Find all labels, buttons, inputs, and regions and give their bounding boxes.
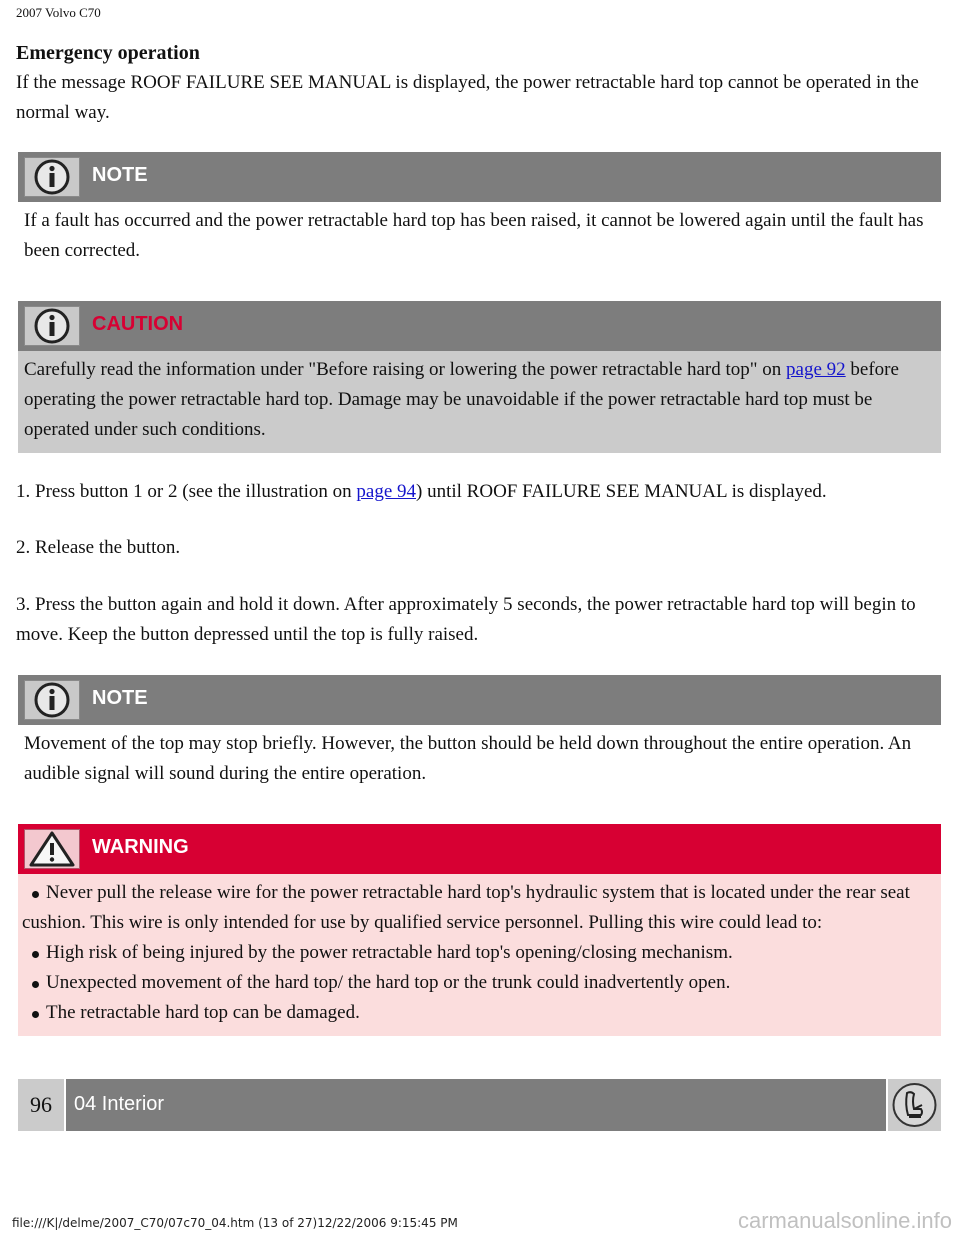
caution-text-after: before operating the power retractable hard top. Damage may be unavoidable if the power retractable hard top must be operated under such conditions. bbox=[24, 359, 899, 440]
step-1 bbox=[16, 477, 946, 507]
note-text: If a fault has occurred and the power retractable hard top has been raised, it cannot be lowered again until the fault has been corrected. bbox=[24, 210, 924, 261]
bullet-icon bbox=[32, 1011, 39, 1018]
caution-box bbox=[18, 301, 941, 453]
chapter-title: 04 Interior bbox=[66, 1079, 886, 1131]
page-92-link[interactable]: page 92 bbox=[786, 359, 846, 380]
warning-label: WARNING bbox=[92, 836, 189, 858]
footer-bar bbox=[18, 1079, 941, 1131]
note-label: NOTE bbox=[92, 164, 148, 186]
caution-header bbox=[18, 301, 941, 351]
intro-text: If the message ROOF FAILURE SEE MANUAL is displayed, the power retractable hard top cannot be operated in the normal way. bbox=[16, 72, 919, 123]
warning-list bbox=[18, 874, 941, 1036]
note-text-2: Movement of the top may stop briefly. However, the button should be held down throughout the entire operation. An audible signal will sound during the entire operation. bbox=[24, 733, 912, 784]
caution-text-before: Carefully read the information under "Before raising or lowering the power retractable hard top" on bbox=[24, 359, 787, 380]
step-2: 2. Release the button. bbox=[16, 537, 181, 558]
file-path: file:///K|/delme/2007_C70/07c70_04.htm (13 of 27)12/22/2006 9:15:45 PM bbox=[12, 1216, 458, 1230]
note-box bbox=[18, 152, 941, 274]
seat-icon bbox=[888, 1079, 941, 1131]
page-94-link[interactable]: page 94 bbox=[356, 481, 417, 502]
warning-item: Never pull the release wire for the power retractable hard top's hydraulic system that is located under the rear seat cushion. This wire is only intended for use by qualified service personnel. Pulling this wire could lead to: bbox=[22, 882, 910, 933]
note-box-2 bbox=[18, 675, 941, 797]
section-heading: Emergency operation bbox=[16, 42, 200, 64]
watermark: carmanualsonline.info bbox=[737, 1208, 952, 1233]
note-header bbox=[18, 152, 941, 202]
warning-item: Unexpected movement of the hard top/ the hard top or the trunk could inadvertently open. bbox=[22, 968, 929, 998]
bullet-icon bbox=[32, 951, 39, 958]
warning-box bbox=[18, 824, 941, 1036]
warning-item: The retractable hard top can be damaged. bbox=[22, 998, 929, 1028]
warning-triangle-icon bbox=[24, 829, 80, 869]
warning-item: High risk of being injured by the power retractable hard top's opening/closing mechanism. bbox=[22, 938, 929, 968]
doc-title: 2007 Volvo C70 bbox=[16, 5, 101, 20]
note-header-2 bbox=[18, 675, 941, 725]
info-icon bbox=[24, 306, 80, 346]
step-3: 3. Press the button again and hold it down. After approximately 5 seconds, the power retractable hard top will begin to move. Keep the button depressed until the top is fully raised. bbox=[16, 594, 916, 645]
page-number: 96 bbox=[18, 1079, 64, 1131]
info-icon bbox=[24, 157, 80, 197]
note-label-2: NOTE bbox=[92, 687, 148, 709]
info-icon bbox=[24, 680, 80, 720]
bullet-icon bbox=[32, 981, 39, 988]
step-1-before: 1. Press button 1 or 2 (see the illustration on bbox=[16, 481, 357, 502]
caution-label: CAUTION bbox=[92, 313, 184, 335]
bullet-icon bbox=[32, 891, 39, 898]
caution-text bbox=[18, 351, 941, 453]
warning-header bbox=[18, 824, 941, 874]
step-1-after: ) until ROOF FAILURE SEE MANUAL is displayed. bbox=[416, 481, 827, 502]
